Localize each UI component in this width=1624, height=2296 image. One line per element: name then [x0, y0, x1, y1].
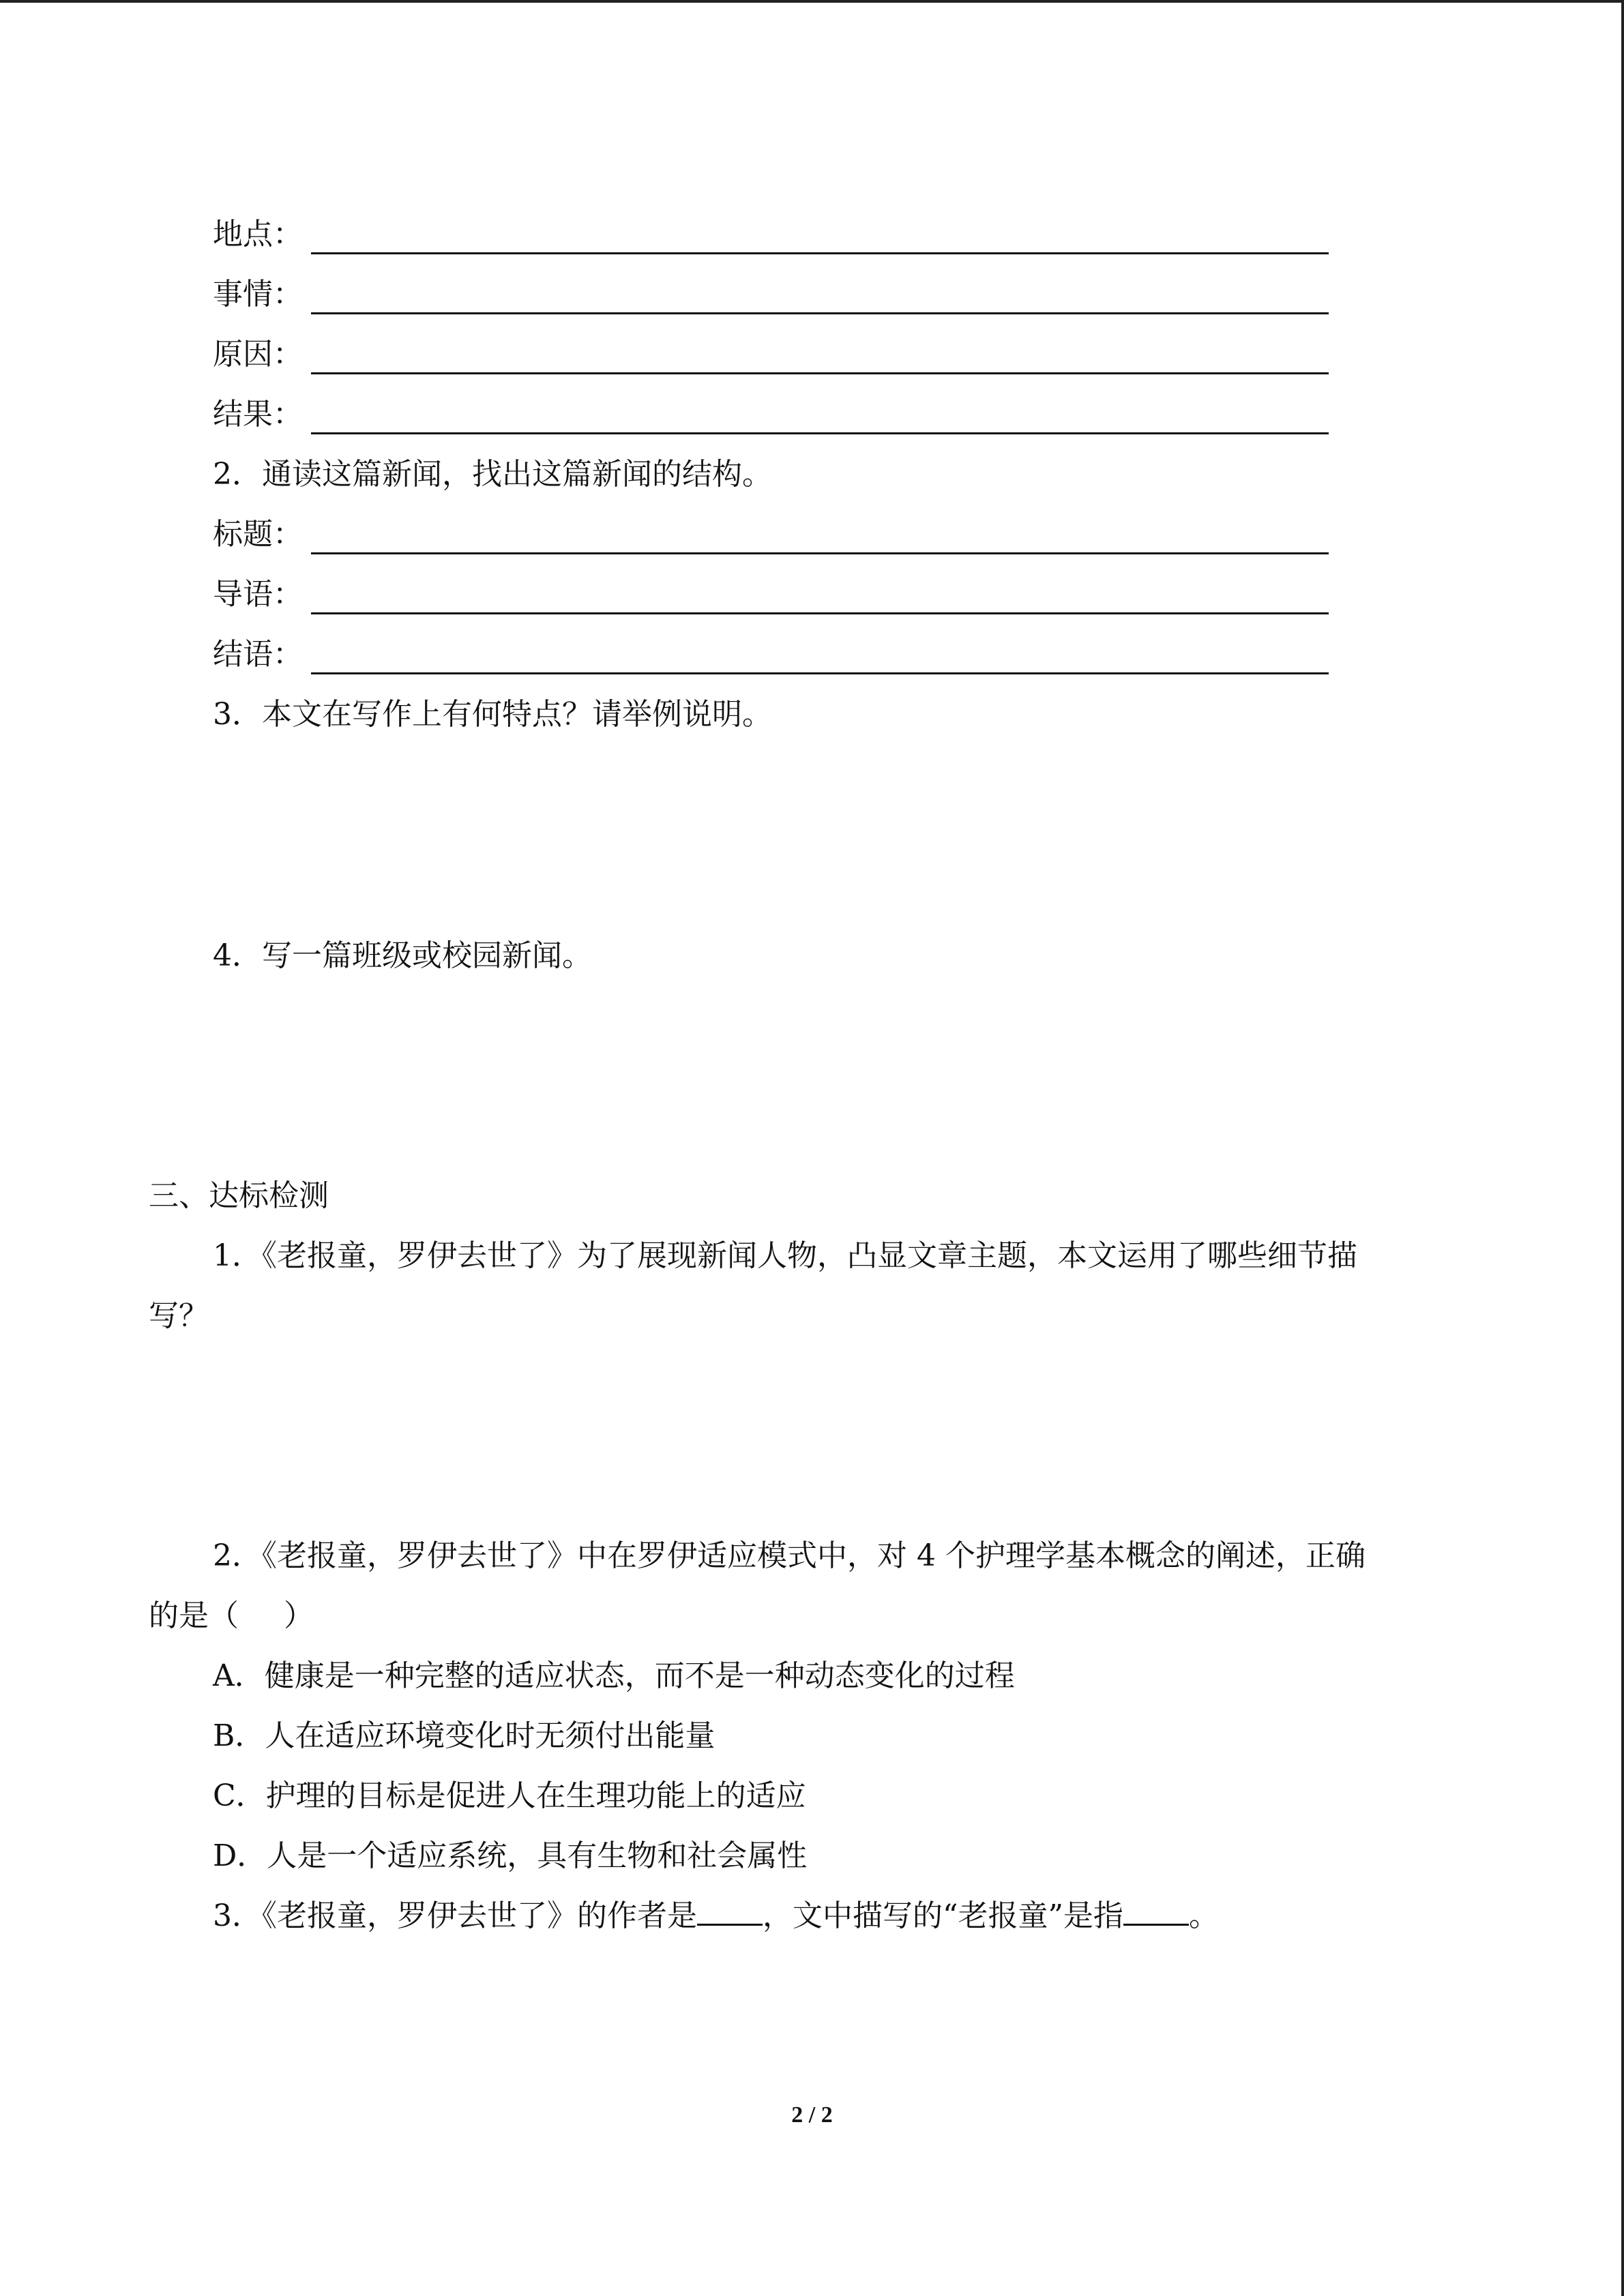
answer-line[interactable] — [311, 312, 1329, 314]
fill-row-conclusion — [213, 634, 1329, 675]
section-3-item-3 — [213, 1896, 1219, 1937]
fill-row-location — [213, 214, 1329, 255]
page-right-border — [1621, 0, 1624, 2296]
option-c[interactable]: C．护理的目标是促进人在生理功能上的适应 — [213, 1778, 806, 1813]
question-4-text: 4．写一篇班级或校园新闻。 — [213, 938, 592, 973]
item-2-prefix: 的是（ — [149, 1598, 239, 1633]
fill-label: 事情： — [213, 277, 303, 312]
item-2-suffix: ） — [284, 1598, 314, 1633]
question-3-text: 3．本文在写作上有何特点？请举例说明。 — [213, 697, 772, 732]
fill-label: 导语： — [213, 577, 303, 612]
answer-line[interactable] — [311, 372, 1329, 374]
option-a[interactable]: A．健康是一种完整的适应状态，而不是一种动态变化的过程 — [213, 1658, 1015, 1693]
fill-row-lead — [213, 574, 1329, 615]
option-b[interactable]: B．人在适应环境变化时无须付出能量 — [213, 1718, 715, 1753]
section-3-item-1-line-1: 1．《老报童，罗伊去世了》为了展现新闻人物，凸显文章主题，本文运用了哪些细节描 — [213, 1238, 1357, 1273]
section-3-item-1-line-2: 写？ — [149, 1298, 209, 1333]
item-3-part-c: 。 — [1189, 1898, 1219, 1933]
fill-row-event — [213, 274, 1329, 315]
fill-label: 标题： — [213, 517, 303, 552]
fill-label: 原因： — [213, 337, 303, 372]
fill-label: 地点： — [213, 217, 303, 252]
fill-row-result — [213, 394, 1329, 435]
page-number: 2 / 2 — [791, 2102, 833, 2128]
fill-label: 结果： — [213, 397, 303, 432]
answer-line[interactable] — [311, 432, 1329, 434]
answer-line[interactable] — [311, 252, 1329, 254]
fill-row-cause — [213, 334, 1329, 375]
page-top-border — [0, 0, 1624, 3]
fill-label: 结语： — [213, 637, 303, 672]
author-blank[interactable] — [697, 1896, 763, 1926]
answer-line[interactable] — [311, 552, 1329, 554]
fill-row-headline — [213, 514, 1329, 555]
option-d[interactable]: D．人是一个适应系统，具有生物和社会属性 — [213, 1838, 808, 1873]
item-3-part-b: ，文中描写的“老报童”是指 — [763, 1898, 1123, 1933]
answer-line[interactable] — [311, 672, 1329, 674]
item-3-part-a: 3．《老报童，罗伊去世了》的作者是 — [213, 1898, 697, 1933]
newsboy-blank[interactable] — [1123, 1896, 1189, 1926]
section-3-item-2-line-2 — [149, 1596, 314, 1637]
section-3-title: 三、达标检测 — [149, 1178, 329, 1213]
answer-line[interactable] — [311, 612, 1329, 614]
question-2-text: 2．通读这篇新闻，找出这篇新闻的结构。 — [213, 457, 772, 492]
section-3-item-2-line-1: 2．《老报童，罗伊去世了》中在罗伊适应模式中，对 4 个护理学基本概念的阐述，正确 — [213, 1538, 1365, 1573]
